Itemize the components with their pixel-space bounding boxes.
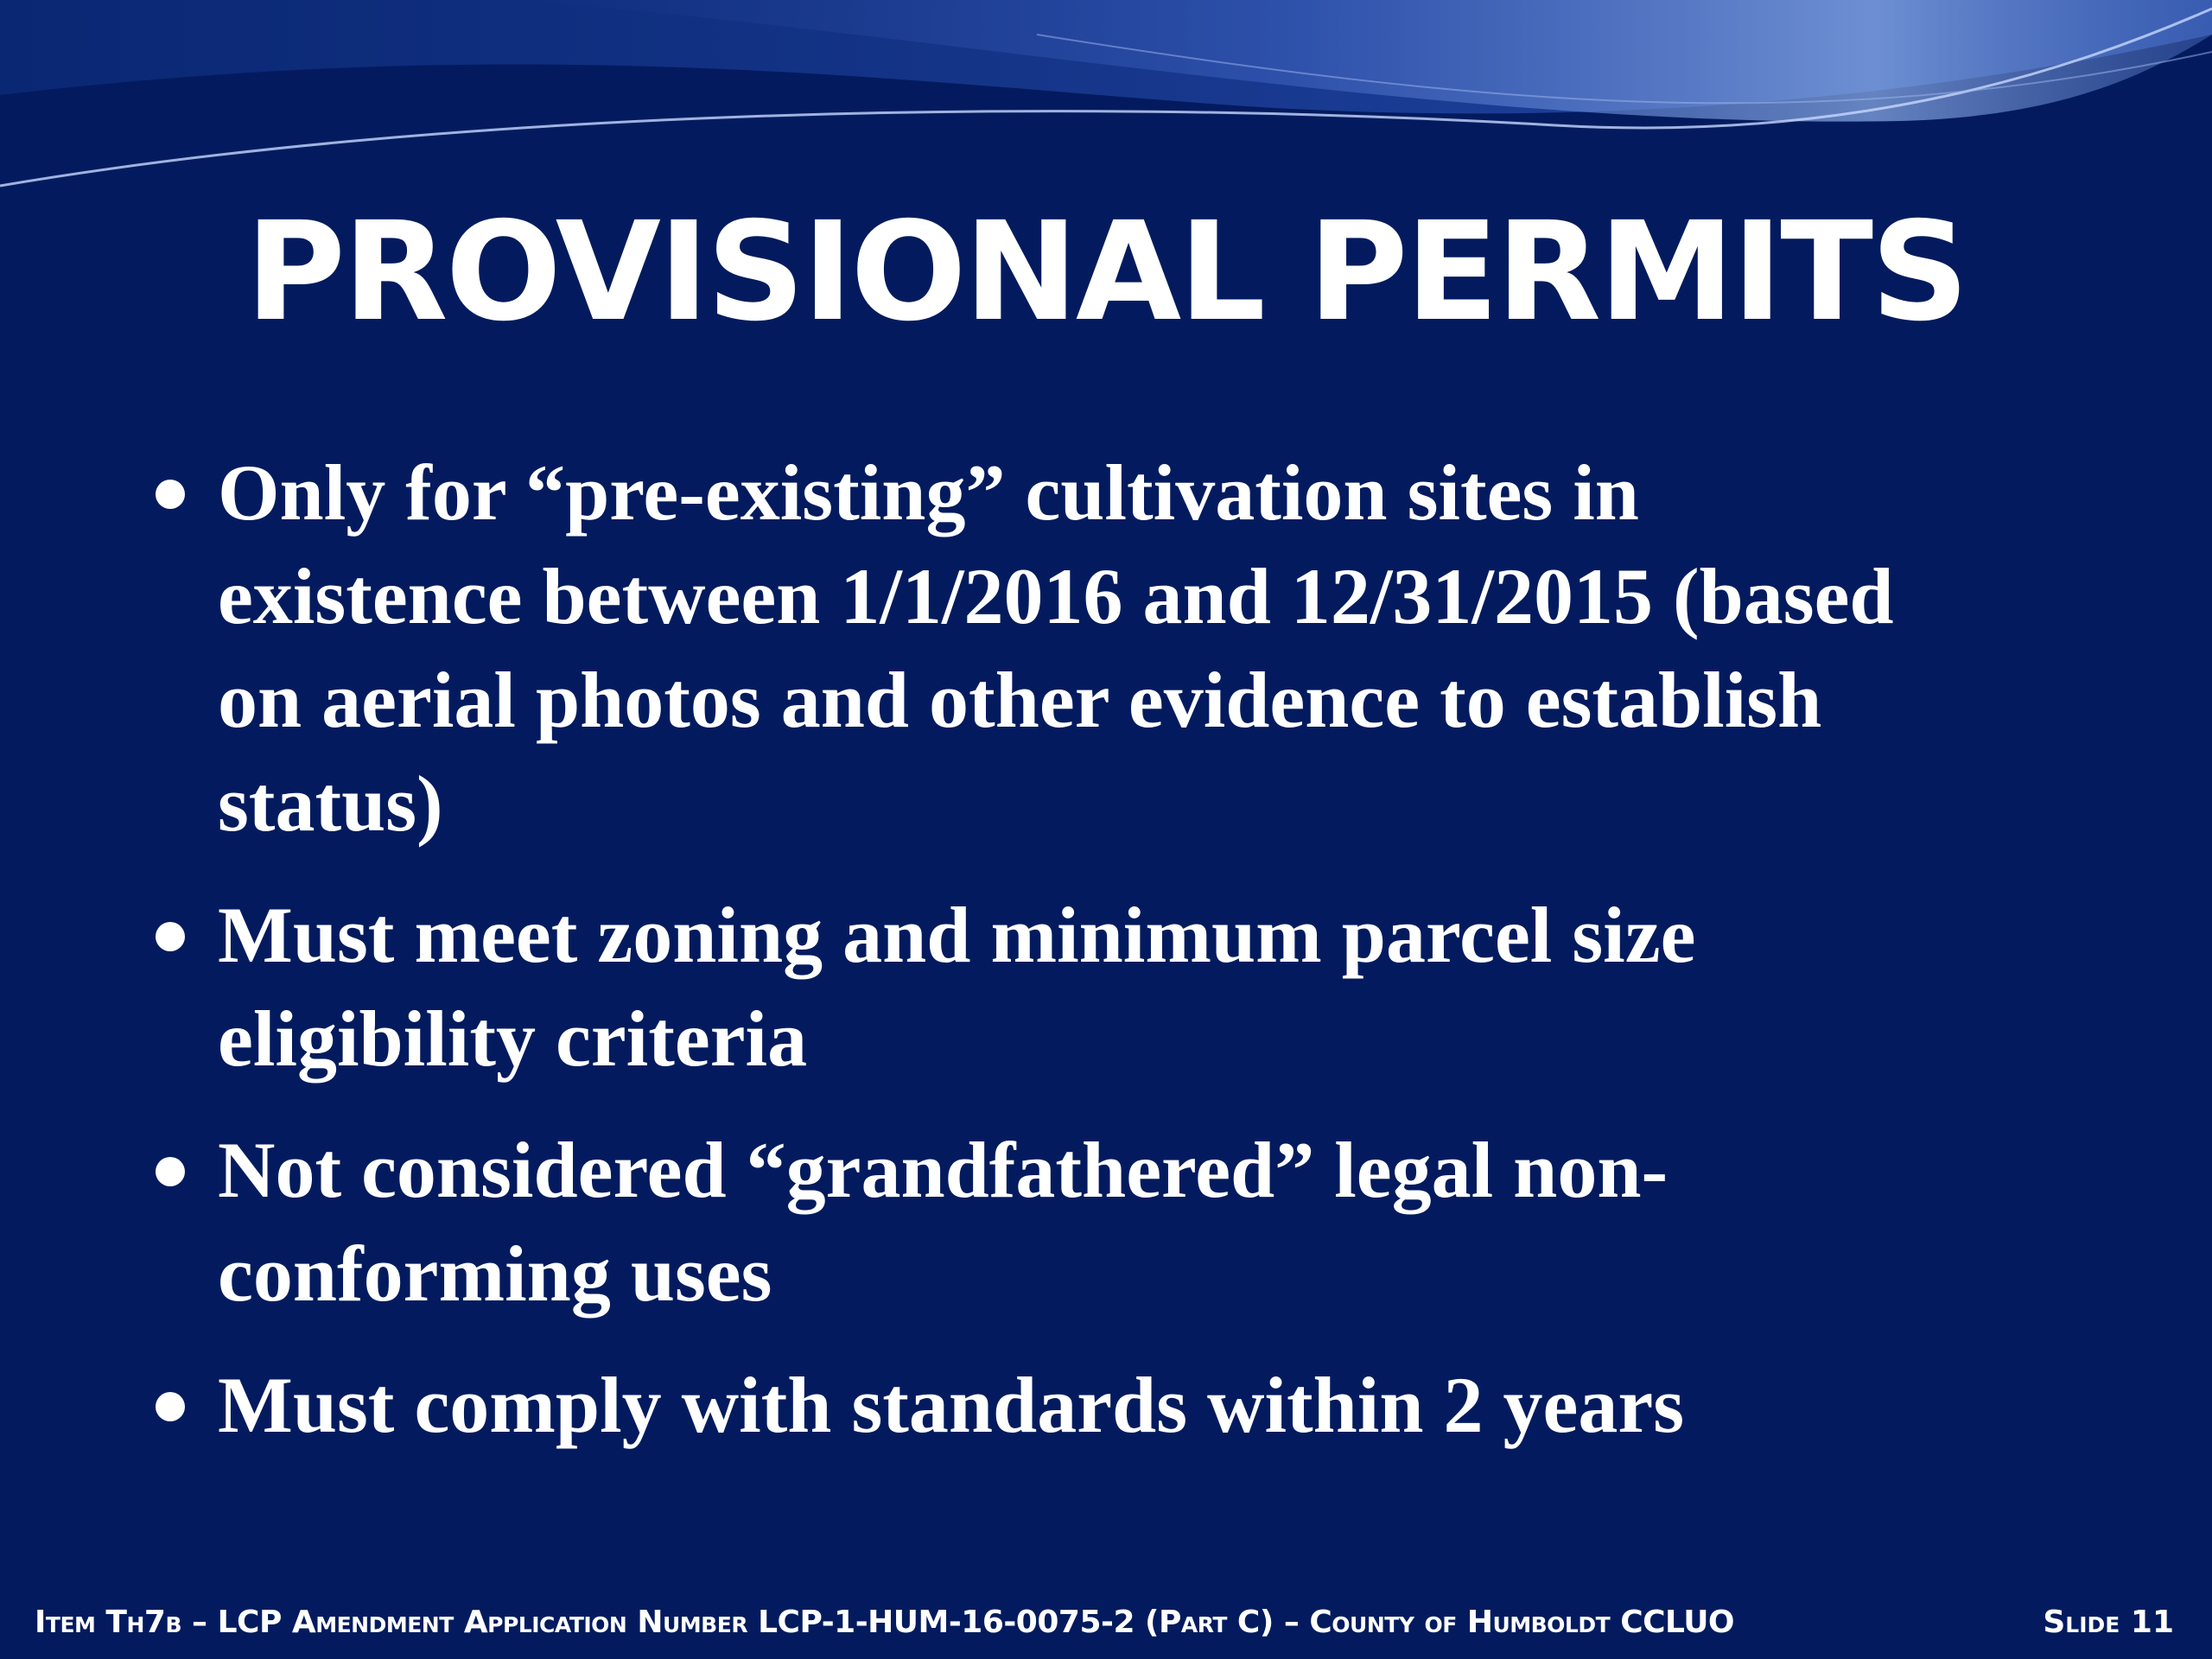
bullet-item — [156, 441, 1936, 855]
bullet-icon — [156, 1392, 185, 1421]
bullet-item — [156, 1353, 1936, 1457]
header-wave-decoration — [0, 0, 2212, 225]
slide-title: PROVISIONAL PERMITS — [245, 193, 1967, 352]
bullet-icon — [156, 1157, 185, 1186]
bullet-icon — [156, 922, 185, 951]
slide-number: Slide 11 — [2043, 1605, 2174, 1640]
bullet-list — [156, 441, 1936, 1484]
bullet-text: Not considered “grandfathered” legal non-conforming uses — [218, 1126, 1669, 1318]
bullet-icon — [156, 480, 185, 509]
footer-item-description: Item Th7b – LCP Amendment Application Number LCP-1-HUM-16-0075-2 (Part C) – County of Humboldt CCLUO — [35, 1605, 1735, 1640]
slide-footer — [0, 1597, 2212, 1649]
bullet-item — [156, 883, 1936, 1090]
bullet-text: Only for “pre-existing” cultivation sites in existence between 1/1/2016 and 12/31/2015 (based on aerial photos and other evidence to establish status) — [218, 448, 1894, 848]
bullet-text: Must meet zoning and minimum parcel size eligibility criteria — [218, 891, 1696, 1083]
bullet-item — [156, 1118, 1936, 1325]
bullet-text: Must comply with standards within 2 years — [218, 1361, 1685, 1449]
